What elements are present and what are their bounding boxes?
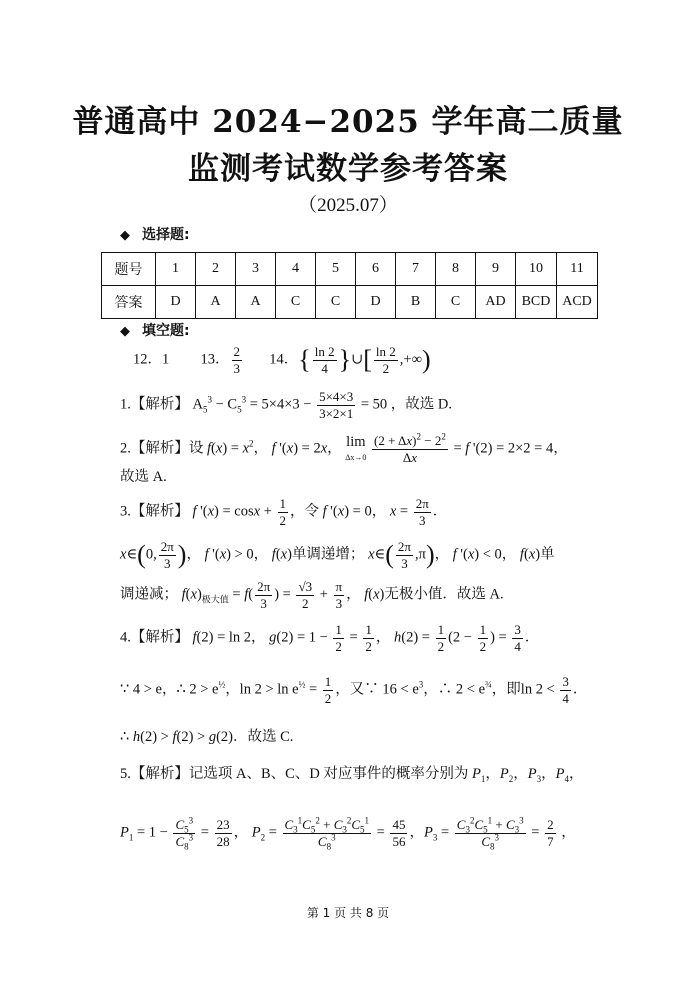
table-row (102, 286, 598, 319)
table-cell: C (276, 286, 316, 319)
solution-4-compare: ∵ 4 > e，∴ $2 > e^{\frac{1}{2}}$，$\ln 2 > \ln e^{\frac{1}{2}}$ = $\frac{1}{2}$ ，又∵ $16 < e^3$，∴ $2 < e^{\frac{3}{4}}$，即ln 2 < $\frac{3}{4}$ ． (120, 674, 588, 706)
solution-3-extremum: 调递减； $f(x)_{极大值} = f$( $\frac{2\pi}{3}$ ) = $\frac{√3}{2}$ + $\frac{\pi}{3}$ ， f(x)无极小值．故选 A. (120, 579, 504, 611)
choice-heading: ◆ 选择题: (120, 227, 190, 243)
solution-4: 4.【解析】 f(2) = ln 2， g(2) = 1 − $\frac{1}{2}$ = $\frac{1}{2}$ ， h(2) = $\frac{1}{2}$ (2 − $\frac{1}{2}$ ) = $\frac{3}{4}$ ． (120, 622, 540, 654)
table-cell: A (236, 286, 276, 319)
table-cell: B (396, 286, 436, 319)
q14-label: 14． (269, 351, 299, 368)
table-cell: 1 (156, 253, 196, 286)
diamond-bullet-icon: ◆ (120, 228, 130, 243)
table-cell: 11 (557, 253, 598, 286)
title-line-1: 普通高中 2024−2025 学年高二质量 (72, 104, 624, 140)
solution-5: 5.【解析】记选项 A、B、C、D 对应事件的概率分别为 $P_1$，$P_2$，$P_3$，$P_4$， (120, 766, 584, 784)
answer-table (101, 252, 598, 319)
table-cell: 7 (396, 253, 436, 286)
table-cell: 2 (196, 253, 236, 286)
fill-heading: ◆ 填空题: (120, 323, 190, 339)
title-line-2: 监测考试数学参考答案 (188, 151, 508, 187)
page-footer: 第 1 页 共 8 页 (306, 906, 390, 920)
exam-date: （2025.07） (298, 195, 398, 216)
fill-answers: 12．1 13． $\frac{2}{3}$ 14．{ $\frac{\ln 2}{4}$ }∪[ $\frac{\ln 2}{2}$ ,+∞) (133, 344, 431, 376)
solution-3-intervals: x∈(0, $\frac{2\pi}{3}$ )， f '(x) > 0， f(x)单调递增； x∈( $\frac{2\pi}{3}$ ,π)， f '(x) < 0， f(x)单 (120, 539, 555, 571)
diamond-bullet-icon: ◆ (120, 324, 130, 339)
table-row-label: 题号 (102, 253, 156, 286)
table-row (102, 253, 598, 286)
solution-2-conclusion: 故选 A. (120, 469, 167, 485)
table-cell: BCD (516, 286, 557, 319)
table-cell: D (156, 286, 196, 319)
table-cell: D (356, 286, 396, 319)
table-cell: 6 (356, 253, 396, 286)
table-cell: 5 (316, 253, 356, 286)
table-cell: 4 (276, 253, 316, 286)
solution-5-probabilities: $P_1 = 1$ − $\frac{C_5^3}{C_8^3}$ = $\frac{23}{28}$ ， $P_2$ = $\frac{C_3^1C_5^2 + C_3^2C_5^1}{C_8^3}$ = $\frac{45}{56}$ ，$P_3$ = $\frac{C_3^2C_5^1 + C_3^3}{C_8^3}$ = $\frac{2}{7}$ ， (120, 815, 576, 852)
table-cell: A (196, 286, 236, 319)
solution-4-conclusion: ∴ h(2) > f(2) > g(2)．故选 C. (120, 729, 294, 745)
solution-3: 3.【解析】 f '(x) = cosx + $\frac{1}{2}$ ，令 f '(x) = 0， x = $\frac{2\pi}{3}$ ． (120, 496, 448, 528)
table-cell: 3 (236, 253, 276, 286)
table-row-label: 答案 (102, 286, 156, 319)
solution-1: 1.【解析】 $A_5^3 - C_5^3 = 5\times 4\times 3$ − $\frac{5\times 4\times 3}{3\times 2\times 1}$ = 50 ，故选 D. (120, 389, 453, 421)
table-cell: C (316, 286, 356, 319)
table-cell: 9 (476, 253, 516, 286)
table-cell: ACD (557, 286, 598, 319)
table-cell: 8 (436, 253, 476, 286)
q12-answer: 12．1 (133, 351, 170, 368)
q13-label: 13． (200, 351, 230, 368)
table-cell: C (436, 286, 476, 319)
solution-2: 2.【解析】设 $f(x) = x^2$， f '(x) = 2x， lim Δx→0 $\frac{(2 + \Delta x)^2 - 2^2}{\Delta x}$ = f '(2) = 2×2 = 4， (120, 431, 568, 465)
table-cell: 10 (516, 253, 557, 286)
table-cell: AD (476, 286, 516, 319)
